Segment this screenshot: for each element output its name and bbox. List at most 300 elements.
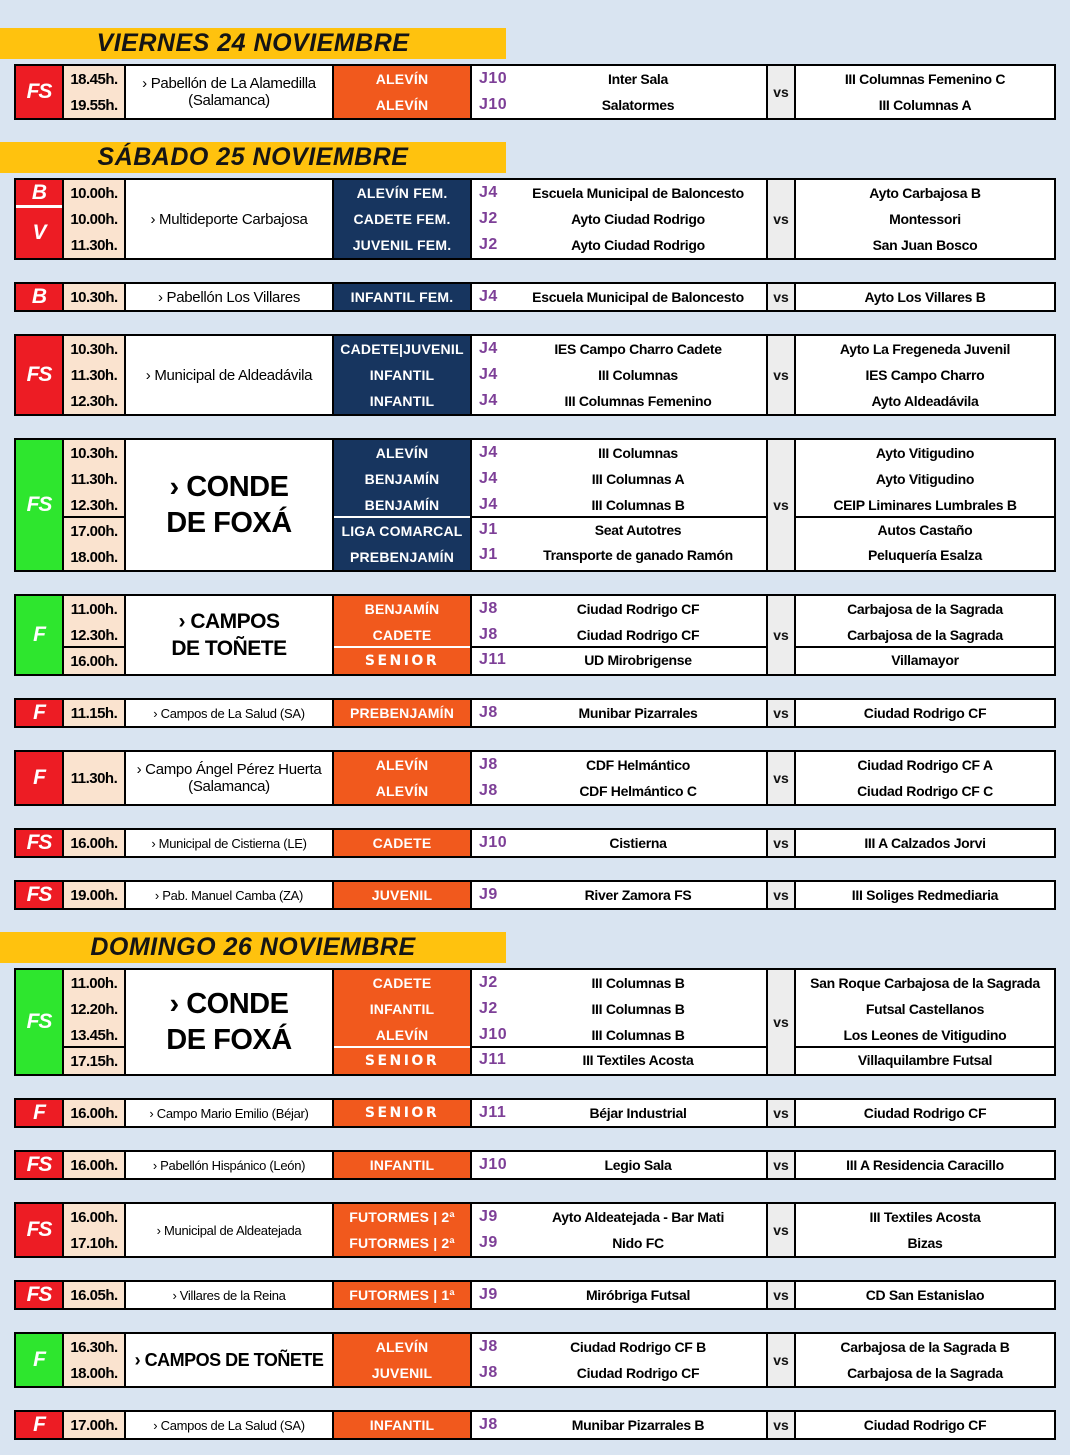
home-column [470, 336, 766, 414]
away-team: III Columnas Femenino C [844, 71, 1006, 87]
venue: › Municipal de Cistierna (LE) [124, 830, 332, 856]
competition-badge: B [16, 180, 62, 205]
category-label: CADETE|JUVENIL [340, 341, 464, 357]
home-team: Transporte de ganado Ramón [543, 547, 733, 563]
fixture-block [14, 1332, 1056, 1388]
matchday-label: J2 [479, 210, 498, 227]
away-team: Montessori [889, 211, 961, 227]
matchday-label: J4 [479, 366, 498, 383]
category-label: JUVENIL [371, 1365, 433, 1381]
away-team: Ayto Vitigudino [875, 445, 975, 461]
fixture-block [14, 334, 1056, 416]
home-team: Munibar Pizarrales B [571, 1417, 705, 1433]
venue: › CAMPOS DE TOÑETE [124, 1334, 332, 1386]
category-label: FUTORMES | 1ª [349, 1287, 455, 1303]
matchday-label: J8 [479, 756, 498, 773]
matchday-label: J9 [479, 1286, 498, 1303]
away-column [796, 336, 1054, 414]
category-label: JUVENIL [371, 887, 433, 903]
matchday-label: J10 [479, 834, 508, 851]
home-column [470, 752, 766, 804]
venue: › Municipal de Aldeatejada [124, 1204, 332, 1256]
fixture-block [14, 750, 1056, 806]
match-time: 12.20h. [70, 1000, 118, 1018]
time-column [62, 1152, 124, 1178]
time-column [62, 1282, 124, 1308]
matchday-label: J4 [479, 184, 498, 201]
away-team: Ayto Aldeadávila [871, 393, 979, 409]
home-team: Munibar Pizarrales [578, 705, 698, 721]
competition-badge: FS [16, 1204, 62, 1256]
competition-badge: F [16, 1334, 62, 1386]
section-viernes [14, 28, 1056, 120]
category-column [332, 882, 470, 908]
match-time: 18.45h. [70, 70, 118, 88]
vs-label: vs [766, 882, 796, 908]
match-time: 12.30h. [70, 392, 118, 410]
time-column [62, 440, 124, 570]
home-team: Ayto Ciudad Rodrigo [571, 237, 705, 253]
match-time: 17.15h. [70, 1052, 118, 1070]
away-column [796, 1334, 1054, 1386]
home-team: Legio Sala [604, 1157, 672, 1173]
category-label: ALEVÍN [375, 783, 429, 799]
time-column [62, 970, 124, 1074]
venue: › Pabellón Hispánico (León) [124, 1152, 332, 1178]
vs-label: vs [766, 1412, 796, 1438]
vs-label: vs [766, 284, 796, 310]
matchday-label: J8 [479, 1338, 498, 1355]
match-time: 10.00h. [70, 210, 118, 228]
match-time: 16.00h. [70, 1156, 118, 1174]
matchday-label: J11 [479, 1051, 507, 1068]
badge-column [16, 1334, 62, 1386]
matchday-label: J4 [479, 444, 498, 461]
category-label: BENJAMÍN [364, 471, 440, 487]
match-time: 11.00h. [70, 600, 118, 618]
badge-column [16, 830, 62, 856]
category-label: INFANTIL [369, 1417, 435, 1433]
category-label: INFANTIL FEM. [350, 289, 454, 305]
competition-badge: FS [16, 1152, 62, 1178]
category-column [332, 180, 470, 258]
vs-label: vs [766, 970, 796, 1074]
vs-label: vs [766, 66, 796, 118]
badge-column [16, 284, 62, 310]
vs-label: vs [766, 830, 796, 856]
category-column [332, 700, 470, 726]
venue: › Multideporte Carbajosa [124, 180, 332, 258]
home-team: Salatormes [601, 97, 675, 113]
competition-badge: V [16, 205, 62, 258]
away-column [796, 284, 1054, 310]
category-label: BENJAMÍN [364, 601, 440, 617]
day-title: VIERNES 24 NOVIEMBRE [96, 29, 410, 57]
away-team: Ayto Vitigudino [875, 471, 975, 487]
match-time: 11.00h. [70, 974, 118, 992]
home-team: Escuela Municipal de Baloncesto [532, 185, 744, 201]
category-column [332, 284, 470, 310]
match-time: 16.00h. [70, 1208, 118, 1226]
category-column [332, 66, 470, 118]
category-label: ALEVÍN FEM. [356, 185, 448, 201]
home-team: III Columnas Femenino [564, 393, 712, 409]
away-team: Bizas [907, 1235, 943, 1251]
away-team: San Roque Carbajosa de la Sagrada [810, 975, 1040, 991]
time-column [62, 1204, 124, 1256]
time-column [62, 66, 124, 118]
away-team: III Soliges Redmediaria [851, 887, 999, 903]
away-team: III A Calzados Jorvi [864, 835, 986, 851]
matchday-label: J8 [479, 782, 498, 799]
fixture-block [14, 1150, 1056, 1180]
home-team: Nido FC [612, 1235, 664, 1251]
category-label: SENIOR [364, 1105, 440, 1121]
match-time: 10.30h. [70, 444, 118, 462]
away-column [796, 700, 1054, 726]
away-team: Carbajosa de la Sagrada [847, 601, 1003, 617]
vs-label: vs [766, 1152, 796, 1178]
category-label: INFANTIL [369, 1001, 435, 1017]
matchday-label: J11 [479, 1104, 507, 1121]
matchday-label: J1 [479, 521, 498, 538]
match-time: 17.10h. [70, 1234, 118, 1252]
away-team: CEIP Liminares Lumbrales B [833, 497, 1017, 513]
fixture-block [14, 968, 1056, 1076]
category-label: ALEVÍN [375, 97, 429, 113]
matchday-label: J10 [479, 70, 508, 87]
time-column [62, 180, 124, 258]
match-time: 13.45h. [70, 1026, 118, 1044]
home-column [470, 1152, 766, 1178]
away-team: CD San Estanislao [865, 1287, 985, 1303]
match-time: 16.30h. [70, 1338, 118, 1356]
home-team: Escuela Municipal de Baloncesto [532, 289, 744, 305]
competition-badge: FS [16, 336, 62, 414]
category-column [332, 1282, 470, 1308]
vs-label: vs [766, 1100, 796, 1126]
competition-badge: F [16, 1100, 62, 1126]
category-label: SENIOR [364, 1053, 440, 1069]
away-team: Villamayor [796, 646, 1054, 672]
home-column [470, 66, 766, 118]
away-column [796, 596, 1054, 674]
badge-column [16, 1152, 62, 1178]
matchday-label: J4 [479, 496, 498, 513]
matchday-label: J11 [479, 651, 507, 668]
time-column [62, 596, 124, 674]
badge-column [16, 1282, 62, 1308]
badge-column [16, 440, 62, 570]
category-label: SENIOR [364, 653, 440, 669]
category-label: ALEVÍN [375, 757, 429, 773]
fixture-block [14, 178, 1056, 260]
away-team: Ciudad Rodrigo CF C [857, 783, 993, 799]
home-team: Ayto Aldeatejada - Bar Mati [551, 1209, 725, 1225]
category-label: INFANTIL [369, 393, 435, 409]
away-column [796, 752, 1054, 804]
competition-badge: F [16, 1412, 62, 1438]
category-column [332, 336, 470, 414]
matchday-label: J8 [479, 600, 498, 617]
time-column [62, 1100, 124, 1126]
badge-column [16, 970, 62, 1074]
category-label: INFANTIL [369, 1157, 435, 1173]
badge-column [16, 752, 62, 804]
away-column [796, 180, 1054, 258]
time-column [62, 284, 124, 310]
match-time: 11.30h. [70, 769, 118, 787]
home-column [470, 882, 766, 908]
competition-badge: F [16, 700, 62, 726]
vs-label: vs [766, 1204, 796, 1256]
away-column [796, 1152, 1054, 1178]
away-team: Carbajosa de la Sagrada [847, 627, 1003, 643]
match-time: 11.30h. [70, 366, 118, 384]
matchday-label: J4 [479, 470, 498, 487]
matchday-label: J10 [479, 96, 508, 113]
away-column [796, 1282, 1054, 1308]
vs-label: vs [766, 700, 796, 726]
home-team: Ayto Ciudad Rodrigo [571, 211, 705, 227]
fixture-block [14, 282, 1056, 312]
badge-column [16, 882, 62, 908]
match-time: 19.55h. [70, 96, 118, 114]
category-label: CADETE FEM. [353, 211, 451, 227]
fixture-block [14, 828, 1056, 858]
competition-badge: FS [16, 882, 62, 908]
home-team: III Columnas A [591, 471, 685, 487]
match-time: 17.00h. [70, 522, 118, 540]
away-team: Carbajosa de la Sagrada B [840, 1339, 1010, 1355]
time-column [62, 882, 124, 908]
match-time: 10.30h. [70, 288, 118, 306]
category-label: JUVENIL FEM. [352, 237, 452, 253]
category-column [332, 596, 470, 674]
day-header [0, 142, 506, 173]
away-team: Ayto Carbajosa B [869, 185, 981, 201]
competition-badge: FS [16, 66, 62, 118]
matchday-label: J9 [479, 1208, 498, 1225]
home-team: Ciudad Rodrigo CF B [570, 1339, 706, 1355]
home-team: III Columnas B [591, 975, 685, 991]
away-team: Ciudad Rodrigo CF [863, 1417, 987, 1433]
category-label: LIGA COMARCAL [341, 523, 463, 539]
home-team: Ciudad Rodrigo CF [576, 627, 700, 643]
home-team: Seat Autotres [594, 522, 682, 538]
competition-badge: FS [16, 830, 62, 856]
away-team: Ciudad Rodrigo CF [863, 1105, 987, 1121]
matchday-label: J8 [479, 626, 498, 643]
fixture-block [14, 880, 1056, 910]
away-column [796, 1412, 1054, 1438]
competition-badge: FS [16, 1282, 62, 1308]
home-team: IES Campo Charro Cadete [554, 341, 722, 357]
away-team: Carbajosa de la Sagrada [847, 1365, 1003, 1381]
match-time: 11.30h. [70, 470, 118, 488]
venue: › Campo Mario Emilio (Béjar) [124, 1100, 332, 1126]
home-column [470, 596, 766, 674]
vs-label: vs [766, 336, 796, 414]
category-column [332, 1100, 470, 1126]
away-team: III Textiles Acosta [869, 1209, 981, 1225]
away-team: Autos Castaño [796, 516, 1054, 542]
match-time: 10.00h. [70, 184, 118, 202]
home-column [470, 830, 766, 856]
category-label: CADETE [372, 835, 432, 851]
day-title: DOMINGO 26 NOVIEMBRE [90, 933, 416, 961]
match-time: 18.00h. [70, 548, 118, 566]
away-column [796, 66, 1054, 118]
category-column [332, 830, 470, 856]
match-time: 12.30h. [70, 496, 118, 514]
home-team: III Columnas [598, 367, 678, 383]
badge-column [16, 66, 62, 118]
category-label: FUTORMES | 2ª [349, 1209, 455, 1225]
home-team: Béjar Industrial [589, 1105, 687, 1121]
home-column [470, 1412, 766, 1438]
fixture-block [14, 1098, 1056, 1128]
competition-badge: B [16, 284, 62, 310]
venue: › Pabellón Los Villares [124, 284, 332, 310]
home-team: River Zamora FS [584, 887, 692, 903]
venue: › Campo Ángel Pérez Huerta (Salamanca) [124, 752, 332, 804]
venue: › Campos de La Salud (SA) [124, 700, 332, 726]
competition-badge: F [16, 752, 62, 804]
matchday-label: J10 [479, 1156, 508, 1173]
away-team: Peluquería Esalza [868, 547, 982, 563]
section-domingo [14, 932, 1056, 1440]
match-time: 12.30h. [70, 626, 118, 644]
home-team: III Textiles Acosta [582, 1052, 694, 1068]
home-column [470, 440, 766, 570]
away-column [796, 440, 1054, 570]
category-label: ALEVÍN [375, 1339, 429, 1355]
time-column [62, 752, 124, 804]
fixture-block [14, 1280, 1056, 1310]
home-team: Ciudad Rodrigo CF [576, 1365, 700, 1381]
category-label: PREBENJAMÍN [349, 549, 455, 565]
category-label: ALEVÍN [375, 1027, 429, 1043]
competition-badge: FS [16, 440, 62, 570]
category-column [332, 440, 470, 570]
section-sabado [14, 142, 1056, 910]
venue: › CAMPOS DE TOÑETE [124, 596, 332, 674]
home-team: Inter Sala [607, 71, 669, 87]
match-time: 18.00h. [70, 1364, 118, 1382]
home-team: CDF Helmántico [586, 757, 690, 773]
category-label: FUTORMES | 2ª [349, 1235, 455, 1251]
venue: › Pab. Manuel Camba (ZA) [124, 882, 332, 908]
matchday-label: J2 [479, 974, 498, 991]
away-team: Los Leones de Vitigudino [843, 1027, 1007, 1043]
category-column [332, 1152, 470, 1178]
home-team: III Columnas B [591, 497, 685, 513]
category-label: BENJAMÍN [364, 497, 440, 513]
vs-label: vs [766, 1282, 796, 1308]
home-team: Miróbriga Futsal [585, 1287, 691, 1303]
fixture-block [14, 1202, 1056, 1258]
fixture-block [14, 1410, 1056, 1440]
day-title: SÁBADO 25 NOVIEMBRE [97, 143, 409, 171]
fixture-block [14, 594, 1056, 676]
vs-label: vs [766, 752, 796, 804]
away-team: III A Residencia Caracillo [846, 1157, 1004, 1173]
away-column [796, 882, 1054, 908]
badge-column [16, 700, 62, 726]
home-column [470, 1282, 766, 1308]
home-column [470, 1100, 766, 1126]
category-column [332, 1412, 470, 1438]
badge-column [16, 1412, 62, 1438]
vs-label: vs [766, 440, 796, 570]
matchday-label: J9 [479, 886, 498, 903]
home-column [470, 970, 766, 1074]
venue: › CONDE DE FOXÁ [124, 970, 332, 1074]
home-column [470, 1204, 766, 1256]
vs-label: vs [766, 1334, 796, 1386]
venue: › Pabellón de La Alamedilla (Salamanca) [124, 66, 332, 118]
home-column [470, 700, 766, 726]
match-time: 17.00h. [70, 1416, 118, 1434]
category-column [332, 970, 470, 1074]
home-team: Ciudad Rodrigo CF [576, 601, 700, 617]
category-column [332, 1204, 470, 1256]
match-time: 16.00h. [70, 652, 118, 670]
home-column [470, 284, 766, 310]
home-team: UD Mirobrigense [584, 652, 692, 668]
badge-column [16, 1100, 62, 1126]
badge-column [16, 596, 62, 674]
badge-column [16, 180, 62, 258]
category-label: ALEVÍN [375, 445, 429, 461]
away-team: Villaquilambre Futsal [796, 1046, 1054, 1072]
matchday-label: J4 [479, 288, 498, 305]
match-time: 11.30h. [70, 236, 118, 254]
away-column [796, 830, 1054, 856]
home-column [470, 1334, 766, 1386]
venue: › Villares de la Reina [124, 1282, 332, 1308]
competition-badge: FS [16, 970, 62, 1074]
matchday-label: J8 [479, 1364, 498, 1381]
competition-badge: F [16, 596, 62, 674]
category-label: CADETE [372, 975, 432, 991]
fixture-block [14, 438, 1056, 572]
day-header [0, 28, 506, 59]
day-header [0, 932, 506, 963]
time-column [62, 1334, 124, 1386]
category-label: ALEVÍN [375, 71, 429, 87]
time-column [62, 700, 124, 726]
home-team: Cistierna [609, 835, 667, 851]
matchday-label: J4 [479, 392, 498, 409]
away-team: III Columnas A [878, 97, 972, 113]
fixture-block [14, 64, 1056, 120]
home-team: CDF Helmántico C [579, 783, 697, 799]
home-team: III Columnas [598, 445, 678, 461]
venue: › CONDE DE FOXÁ [124, 440, 332, 570]
match-time: 10.30h. [70, 340, 118, 358]
matchday-label: J2 [479, 1000, 498, 1017]
time-column [62, 336, 124, 414]
away-team: San Juan Bosco [872, 237, 978, 253]
matchday-label: J1 [479, 546, 498, 563]
away-column [796, 1100, 1054, 1126]
match-time: 19.00h. [70, 886, 118, 904]
match-time: 16.00h. [70, 1104, 118, 1122]
vs-label: vs [766, 180, 796, 258]
away-column [796, 1204, 1054, 1256]
